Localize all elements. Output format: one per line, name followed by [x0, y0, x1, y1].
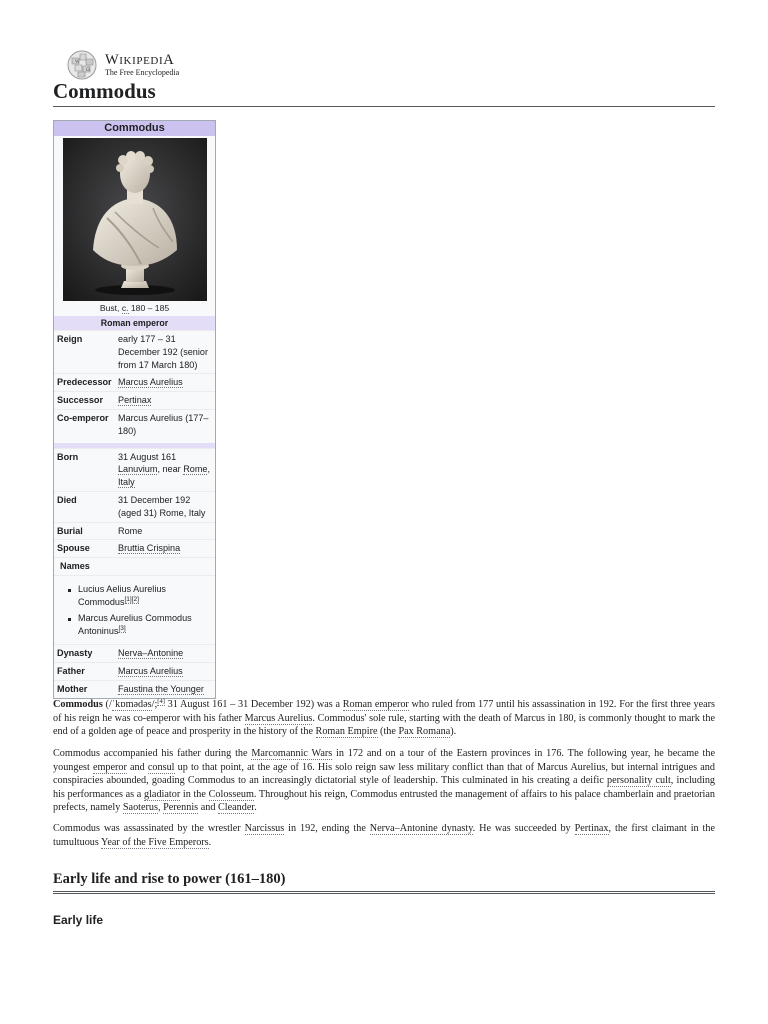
italy-link[interactable]: Italy: [118, 477, 135, 488]
text: .: [254, 802, 257, 813]
row-label: Burial: [57, 525, 83, 536]
text: in the: [180, 788, 209, 800]
svg-text:Ω: Ω: [86, 68, 90, 73]
row-label: Born: [57, 451, 79, 462]
infobox-section-header[interactable]: Roman emperor: [54, 316, 215, 330]
infobox-row-dynasty: [54, 644, 215, 662]
svg-text:W: W: [75, 60, 80, 65]
born-date: 31 August 161: [118, 451, 177, 462]
father-link[interactable]: Marcus Aurelius: [118, 666, 183, 677]
mother-link[interactable]: Faustina the Younger: [118, 683, 204, 694]
text: and: [126, 761, 148, 773]
reference-link[interactable]: [1][2]: [124, 595, 139, 603]
infobox-row-mother: [54, 680, 215, 698]
infobox-row-died: [54, 491, 215, 522]
subsection-heading-early-life: Early life: [53, 913, 104, 927]
wordmark-part: W: [105, 51, 120, 68]
pronunciation-link[interactable]: ˈkɒmədəs: [111, 699, 152, 710]
name-text: Lucius Aelius Aurelius Commodus: [78, 584, 166, 607]
infobox-row-father: [54, 662, 215, 680]
names-list: [54, 575, 215, 644]
personality-cult-link[interactable]: personality cult: [607, 775, 671, 786]
spouse-link[interactable]: Bruttia Crispina: [118, 543, 181, 554]
roman-empire-link[interactable]: Roman Empire: [315, 726, 378, 737]
wikipedia-logo[interactable]: [66, 50, 179, 80]
consul-link[interactable]: consul: [147, 761, 175, 773]
predecessor-link[interactable]: Marcus Aurelius: [118, 377, 183, 388]
marcus-aurelius-link[interactable]: Marcus Aurelius: [244, 712, 313, 724]
text: .: [208, 836, 212, 848]
text: (/: [102, 699, 112, 710]
born-near-text: , near: [157, 464, 184, 475]
emperor-link[interactable]: emperor: [92, 761, 127, 773]
successor-link[interactable]: Pertinax: [118, 395, 152, 406]
rome-link[interactable]: Rome: [183, 464, 208, 475]
intro-paragraph-3: [53, 822, 715, 849]
row-label: Successor: [57, 395, 104, 406]
wikipedia-name: [105, 53, 179, 68]
nerva-antonine-dynasty-link[interactable]: Nerva–Antonine dynasty: [369, 823, 473, 834]
row-label: Reign: [57, 334, 83, 344]
infobox-row-successor: [54, 391, 215, 409]
row-label: Died: [57, 494, 77, 505]
text: up to that point, at the age of 16. His solo reign saw less military conflict than that of Marcus Aurelius, but internal intrigues and conspiracies abounded, goading Commodus to an increasingly dictatorial style of leadership. This culminated in his creating a deific: [53, 761, 715, 786]
list-item: [78, 612, 211, 638]
row-value: [118, 451, 215, 489]
text: ,: [157, 802, 164, 813]
text: Commodus was assassinated by the wrestler: [53, 823, 245, 834]
reference-link[interactable]: [4]: [157, 697, 165, 705]
row-value: early 177 – 31 December 192 (senior from 17 March 180): [118, 334, 208, 370]
infobox-row-predecessor: [54, 373, 215, 391]
row-label: Dynasty: [57, 648, 93, 659]
cleander-link[interactable]: Cleander: [217, 802, 255, 813]
text: . Commodus' sole rule, starting with the death of Marcus in 180, is commonly thought to mark the end of a golden age of peace and prosperity in the history of the: [53, 712, 715, 737]
lanuvium-link[interactable]: Lanuvium: [118, 464, 158, 475]
text: . He was succeeded by: [472, 823, 575, 834]
gladiator-link[interactable]: gladiator: [144, 788, 181, 800]
colosseum-link[interactable]: Colosseum: [208, 788, 254, 800]
born-comma: ,: [207, 464, 211, 475]
infobox-row-burial: [54, 522, 215, 540]
caption-text: 180 – 185: [128, 303, 170, 313]
reference-link[interactable]: [3]: [118, 624, 126, 632]
wikipedia-globe-icon: [66, 50, 98, 80]
text: who ruled from 177 until his assassination in 192. For the first three years of his reign he was co-emperor with his father: [53, 699, 715, 724]
row-label: Father: [57, 666, 85, 677]
text: in 192, ending the: [284, 823, 370, 834]
list-item: [78, 583, 211, 609]
names-heading: Names: [60, 561, 90, 572]
infobox-image-caption: [54, 301, 215, 316]
born-place: [118, 463, 213, 476]
infobox: [53, 120, 216, 699]
subject-name: Commodus: [53, 699, 103, 710]
row-value: Rome: [118, 525, 143, 536]
infobox-row-co-emperor: [54, 409, 215, 440]
page-title: Commodus: [53, 79, 715, 107]
wikipedia-tagline: The Free Encyclopedia: [105, 68, 180, 78]
text: , the first claimant in the tumultuous: [53, 823, 715, 848]
text: (the: [377, 726, 399, 737]
text: . Throughout his reign, Commodus entrusted the management of affairs to his palace chamberlain and praetorian prefects, namely: [53, 788, 716, 813]
bust-of-commodus-image[interactable]: [63, 138, 207, 301]
infobox-row-born: [54, 448, 215, 491]
saoterus-link[interactable]: Saoterus: [122, 802, 158, 813]
row-label: Mother: [57, 683, 88, 694]
infobox-row-spouse: [54, 539, 215, 557]
year-of-five-emperors-link[interactable]: Year of the Five Emperors: [101, 836, 209, 848]
circa-abbreviation[interactable]: c.: [121, 303, 129, 313]
intro-paragraph-1: [53, 698, 715, 739]
section-heading-early-life-and-rise: Early life and rise to power (161–180): [53, 871, 715, 894]
text: Commodus accompanied his father during the: [53, 748, 252, 759]
intro-paragraph-2: [53, 747, 715, 815]
pax-romana-link[interactable]: Pax Romana: [398, 726, 451, 737]
text: and: [198, 802, 218, 813]
roman-emperor-link[interactable]: Roman emperor: [342, 699, 409, 710]
text: /;: [151, 699, 158, 710]
row-value: 31 December 192 (aged 31) Rome, Italy: [118, 494, 206, 518]
text: in 172 and on a tour of the Eastern provinces in 176. The following year, he became the youngest: [53, 748, 715, 773]
wordmark-part: A: [163, 51, 175, 68]
wordmark-part: IKIPEDI: [119, 54, 164, 67]
caption-text: Bust,: [99, 303, 122, 313]
infobox-title: Commodus: [54, 121, 215, 136]
row-label: Co-emperor: [57, 412, 109, 423]
dynasty-link[interactable]: Nerva–Antonine: [118, 648, 184, 659]
row-label: Predecessor: [57, 377, 112, 388]
narcissus-link[interactable]: Narcissus: [244, 823, 285, 834]
wikipedia-wordmark: [105, 53, 179, 78]
row-label: Spouse: [57, 543, 90, 554]
text: 31 August 161 – 31 December 192) was a: [164, 699, 343, 710]
name-text: Marcus Aurelius Commodus Antoninus: [78, 612, 192, 636]
text: , including his performances as a: [53, 775, 716, 800]
text: ).: [450, 726, 457, 737]
infobox-row-reign: [54, 330, 215, 373]
perennis-link[interactable]: Perennis: [163, 802, 199, 813]
row-value: Marcus Aurelius (177–180): [118, 412, 209, 436]
pertinax-link[interactable]: Pertinax: [574, 823, 609, 834]
marcomannic-wars-link[interactable]: Marcomannic Wars: [251, 748, 333, 759]
infobox-names-section: [54, 557, 215, 644]
